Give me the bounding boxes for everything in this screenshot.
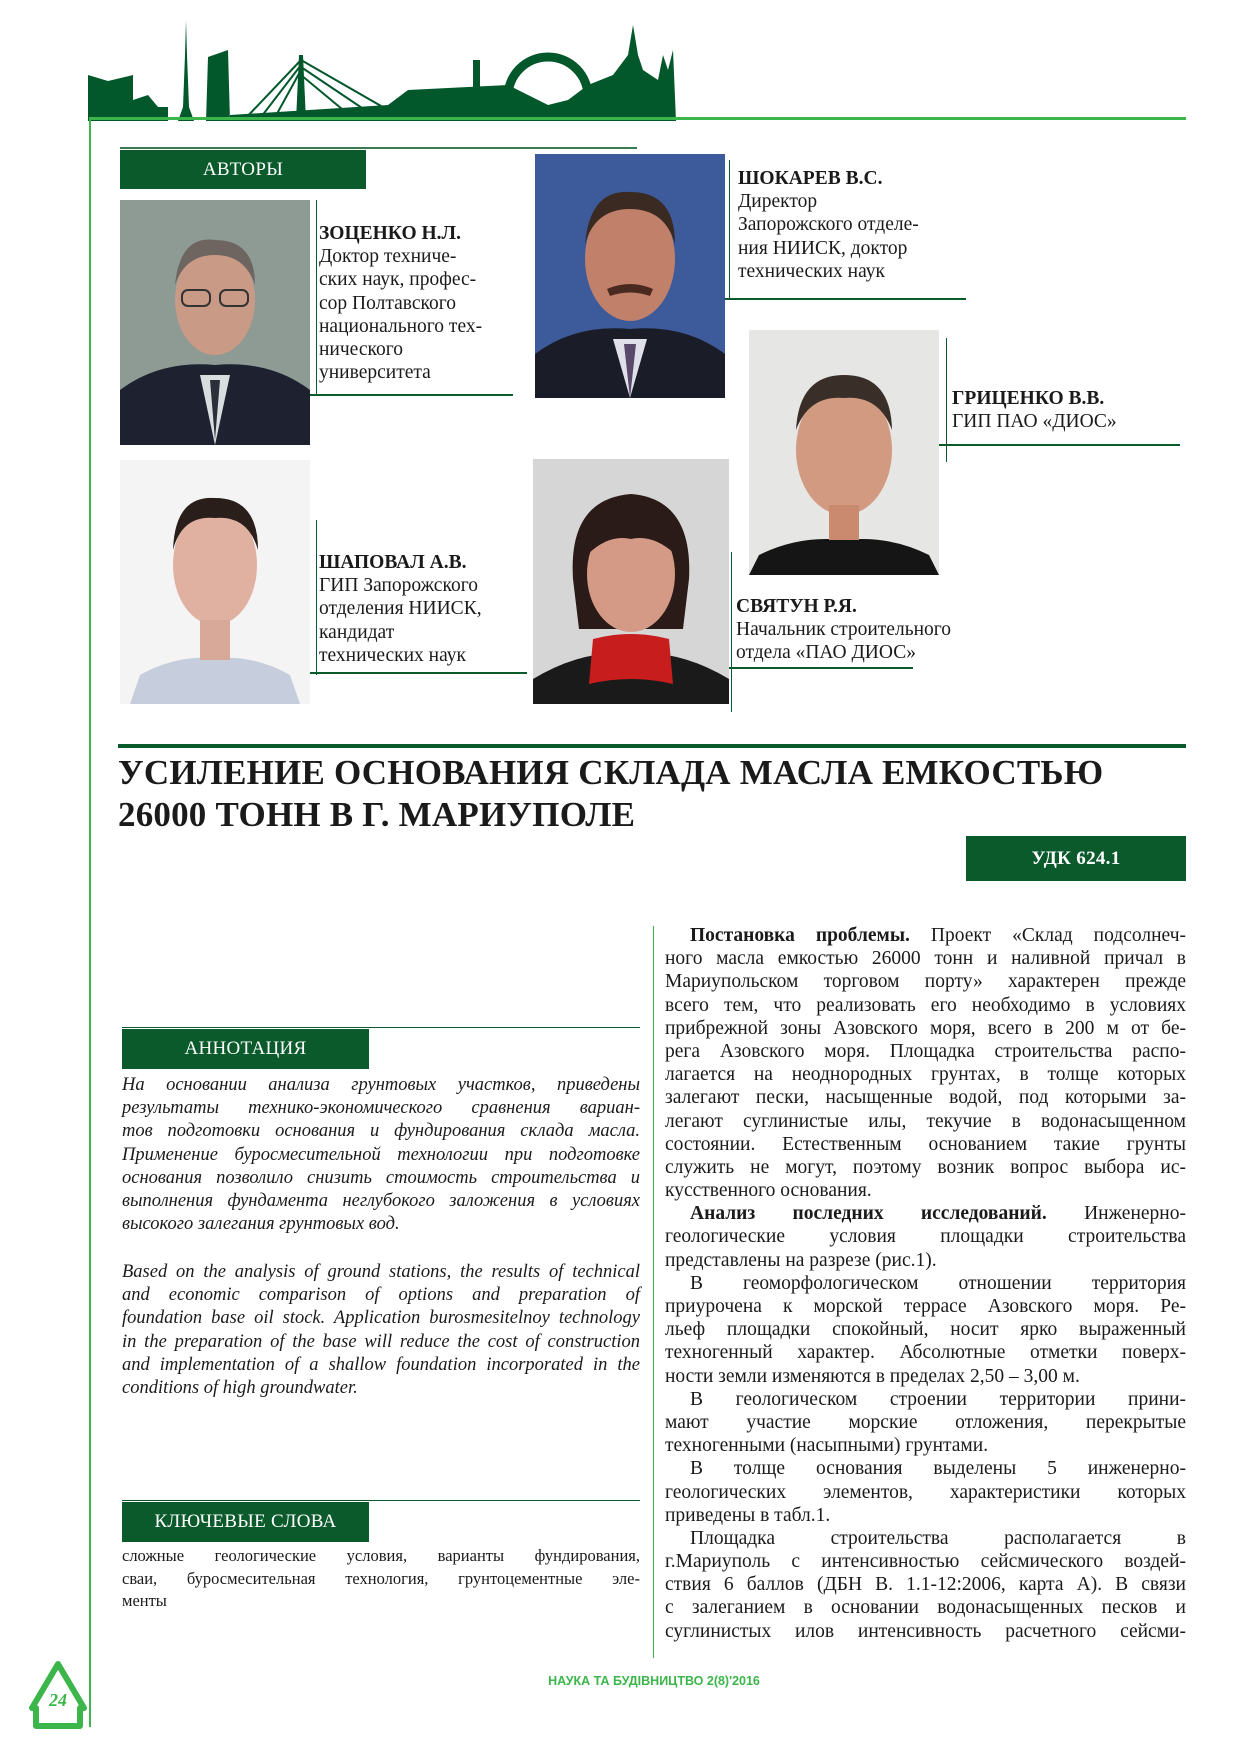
text-line: ности земли изменяются в пределах 2,50 – 3,00 м. [665,1365,1080,1387]
author-name: ЗОЦЕНКО Н.Л. [319,223,461,244]
text-line: высокого залегания грунтовых вод. [122,1214,400,1235]
text-line: основания позволило снизить стоимость строительства и [122,1167,640,1188]
text-line: льеф площадки спокойный, носит ярко выраженный [665,1319,1186,1341]
author-divider [316,200,317,395]
annotation-en [122,1261,640,1400]
author-zotsenko [319,222,482,384]
author-divider [731,552,732,712]
left-margin-rule [89,117,91,1727]
author-bio-line: отделения НИИСК, [319,598,482,620]
author-bio-line: нического [319,339,403,361]
author-divider [729,160,730,300]
author-divider [316,520,317,675]
text-line: г.Мариуполь с интенсивностью сейсмического воздей- [665,1551,1186,1573]
text-line: сложные геологические условия, варианты фундирования, [122,1546,640,1565]
text-line: лагается на неоднородных грунтах, в толще которых [665,1064,1186,1086]
author-underline [725,298,966,300]
text-line: ного масла емкостью 26000 тонн и наливной причал в [665,948,1186,970]
text-line: прибрежной зоны Азовского моря, всего в 200 м от бе- [665,1017,1186,1039]
author-bio-line: Директор [738,191,818,213]
text-line: с залеганием в основании водонасыщенных песков и [665,1597,1186,1619]
udk-badge: УДК 624.1 [966,836,1186,881]
author-bio-line: сор Полтавского [319,292,456,314]
header-rule [90,117,1186,120]
text-line: менты [122,1591,167,1610]
keywords-label: КЛЮЧЕВЫЕ СЛОВА [122,1502,369,1542]
text-line: залегают пески, насыщенные водой, под которыми за- [665,1087,1186,1109]
author-bio-line: Запорожского отделе- [738,214,919,236]
author-bio-line: ния НИИСК, доктор [738,237,908,259]
column-divider [653,926,654,1658]
text-line: геологических элементов, характеристики которых [665,1481,1186,1503]
text-line: conditions of high groundwater. [122,1377,358,1398]
text-line [665,924,1186,947]
text-line: and implementation of a shallow foundation incorporated in the [122,1354,640,1375]
author-photo-shapoval [120,460,310,704]
text-line: Based on the analysis of ground stations, the results of technical [122,1262,640,1282]
article-title [118,752,1103,836]
author-bio-line: технических наук [738,260,886,282]
text-line: На основании анализа грунтовых участков, приведены [122,1075,640,1095]
authors-label: АВТОРЫ [120,150,366,189]
text-line: foundation base oil stock. Application burosmesitelnoy technology [122,1308,640,1329]
text-line: кусственного основания. [665,1180,872,1202]
author-bio-line: Начальник строительного [736,619,952,641]
text-line: В толще основания выделены 5 инженерно- [690,1458,1186,1480]
text-line: геологические условия площадки строительства [665,1226,1186,1248]
text-line: всего тем, что реализовать его необходимо в условиях [665,994,1186,1016]
page-number: 24 [49,1690,67,1710]
annotation-rule [122,1027,640,1028]
city-skyline-logo [88,15,688,121]
text-line: рега Азовского моря. Площадка строительства распо- [665,1040,1186,1062]
text-line: сваи, буросмесительная технология, грунтоцементные эле- [122,1568,640,1588]
author-bio-line: Доктор техниче- [319,246,457,268]
author-photo-shokarev [535,154,725,398]
journal-footer: НАУКА ТА БУДІВНИЦТВО 2(8)'2016 [548,1674,760,1688]
authors-rule [120,147,637,149]
text-line [665,1202,1186,1225]
text-line: служить не могут, поэтому возник вопрос выбора ис- [665,1156,1186,1178]
author-bio-line: технических наук [319,644,467,666]
author-name: ШОКАРЕВ В.С. [738,168,883,189]
text-line: суглинистых илов интенсивность расчетного сейсми- [665,1620,1186,1642]
author-underline [729,667,913,669]
keywords-rule [122,1500,640,1501]
text-line: Применение буросмесительной технологии при подготовке [122,1144,640,1165]
author-name: ШАПОВАЛ А.В. [319,552,467,573]
author-bio-line: ских наук, профес- [319,269,477,291]
text-line: and economic comparison of options and preparation of [122,1285,640,1306]
annotation-ru [122,1074,640,1236]
author-bio-line: национального тех- [319,315,483,337]
text-line: техногенными (насыпными) грунтами. [665,1435,989,1457]
text-line: приурочена к морской террасе Азовского моря. Ре- [665,1296,1186,1317]
text-line: Площадка строительства располагается в [690,1527,1186,1549]
author-shokarev [738,167,919,283]
text-line: представлены на разрезе (рис.1). [665,1249,937,1271]
author-bio-line: кандидат [319,621,395,643]
article-body [665,924,1186,1643]
author-svyatun [736,595,951,665]
text-line: состоянии. Естественным основанием такие грунты [665,1133,1186,1155]
text-line: выполнения фундамента неглубокого заложения в условиях [122,1190,640,1211]
author-underline [310,394,513,396]
text-line: тов подготовки основания и фундирования склада масла. [122,1121,640,1142]
text-line: легают суглинистые илы, текучие в водонасыщенном [665,1110,1186,1132]
author-photo-zotsenko [120,200,310,445]
text-line-rest: Проект «Склад подсолнеч- [909,925,1186,946]
author-name: ГРИЦЕНКО В.В. [952,388,1105,409]
author-photo-gritsenko [749,330,939,575]
author-gritsenko [952,387,1117,433]
paragraph-lead: Постановка проблемы. [690,925,910,946]
author-underline [310,672,527,674]
text-line: приведены в табл.1. [665,1504,831,1526]
text-line: техногенный характер. Абсолютные отметки поверх- [665,1342,1186,1364]
article-title-line: УСИЛЕНИЕ ОСНОВАНИЯ СКЛАДА МАСЛА ЕМКОСТЬЮ [118,753,1104,792]
text-line: in the preparation of the base will reduce the cost of construction [122,1331,640,1352]
author-shapoval [319,551,482,667]
author-bio-line: ГИП ПАО «ДИОС» [952,411,1117,433]
text-line: мают участие морские отложения, перекрытые [665,1411,1186,1433]
text-line: В геологическом строении территории прини- [690,1388,1186,1410]
paragraph-lead: Анализ последних исследований. [690,1203,1047,1225]
text-line: Мариупольском торговом порту» характерен прежде [665,971,1186,993]
article-title-line: 26000 ТОНН В Г. МАРИУПОЛЕ [118,795,636,834]
author-photo-svyatun [533,459,729,704]
title-rule [118,744,1186,748]
text-line: В геоморфологическом отношении территория [690,1272,1186,1294]
author-bio-line: отдела «ПАО ДИОС» [736,642,916,664]
text-line: ствия 6 баллов (ДБН В. 1.1-12:2006, карта А). В связи [665,1574,1186,1596]
author-name: СВЯТУН Р.Я. [736,596,857,617]
text-line-rest: Инженерно- [1046,1203,1186,1225]
author-bio-line: университета [319,362,431,384]
author-underline [939,444,1180,446]
annotation-label: АННОТАЦИЯ [122,1029,369,1069]
text-line: результаты технико-экономического сравнения вариан- [122,1098,640,1119]
author-bio-line: ГИП Запорожского [319,575,478,597]
keywords-text [122,1545,640,1613]
